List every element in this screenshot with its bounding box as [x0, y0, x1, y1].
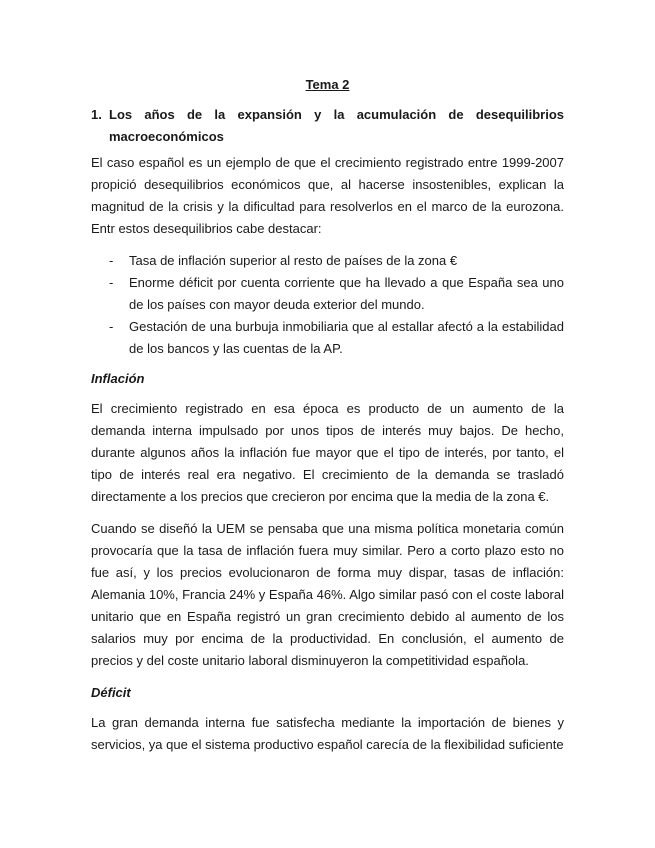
- list-item: [91, 250, 564, 272]
- deficit-paragraph-1: La gran demanda interna fue satisfecha mediante la importación de bienes y servicios, ya que el sistema productivo español carecía de la flexibilidad suficiente: [91, 715, 564, 752]
- inflation-paragraph-1: El crecimiento registrado en esa época es producto de un aumento de la demanda interna impulsado por unos tipos de interés muy bajos. De hecho, durante algunos años la inflación fue mayor que el tipo de interés, por tanto, el tipo de interés real era negativo. El crecimiento de la demanda se trasladó directamente a los precios que crecieron por encima que la media de la zona €.: [91, 401, 564, 504]
- section-heading-text: Los años de la expansión y la acumulación de desequilibrios macroeconómicos: [109, 107, 564, 144]
- section-heading: [91, 104, 564, 148]
- inflation-paragraph-2: Cuando se diseñó la UEM se pensaba que una misma política monetaria común provocaría que la tasa de inflación fuera muy similar. Pero a corto plazo esto no fue así, y los precios evolucionaron de forma muy dispar, tasas de inflación: Alemania 10%, Francia 24% y España 46%. Algo similar pasó con el coste laboral unitario que en España registró un gran crecimiento debido al aumento de los salarios muy por encima de la productividad. En conclusión, el aumento de precios y del coste unitario laboral disminuyeron la competitividad española.: [91, 521, 564, 668]
- deficit-heading: Déficit: [91, 685, 131, 700]
- list-item-text: Tasa de inflación superior al resto de países de la zona €: [129, 253, 458, 268]
- document-body: [91, 74, 564, 766]
- list-item: [91, 272, 564, 316]
- list-bullet: -: [109, 253, 114, 268]
- page-title: Tema 2: [305, 77, 350, 92]
- imbalances-list: [91, 250, 564, 360]
- section-number: 1.: [91, 107, 102, 122]
- list-bullet: -: [109, 319, 114, 334]
- list-item-text: Gestación de una burbuja inmobiliaria que al estallar afectó a la estabilidad de los bancos y las cuentas de la AP.: [129, 319, 564, 356]
- list-bullet: -: [109, 275, 114, 290]
- intro-paragraph: El caso español es un ejemplo de que el crecimiento registrado entre 1999-2007 propició desequilibrios económicos que, al hacerse insostenibles, explican la magnitud de la crisis y la dificultad para resolverlos en el marco de la eurozona. Entr estos desequilibrios cabe destacar:: [91, 155, 564, 236]
- list-item-text: Enorme déficit por cuenta corriente que ha llevado a que España sea uno de los países con mayor deuda exterior del mundo.: [129, 275, 564, 312]
- list-item: [91, 316, 564, 360]
- inflation-heading: Inflación: [91, 371, 145, 386]
